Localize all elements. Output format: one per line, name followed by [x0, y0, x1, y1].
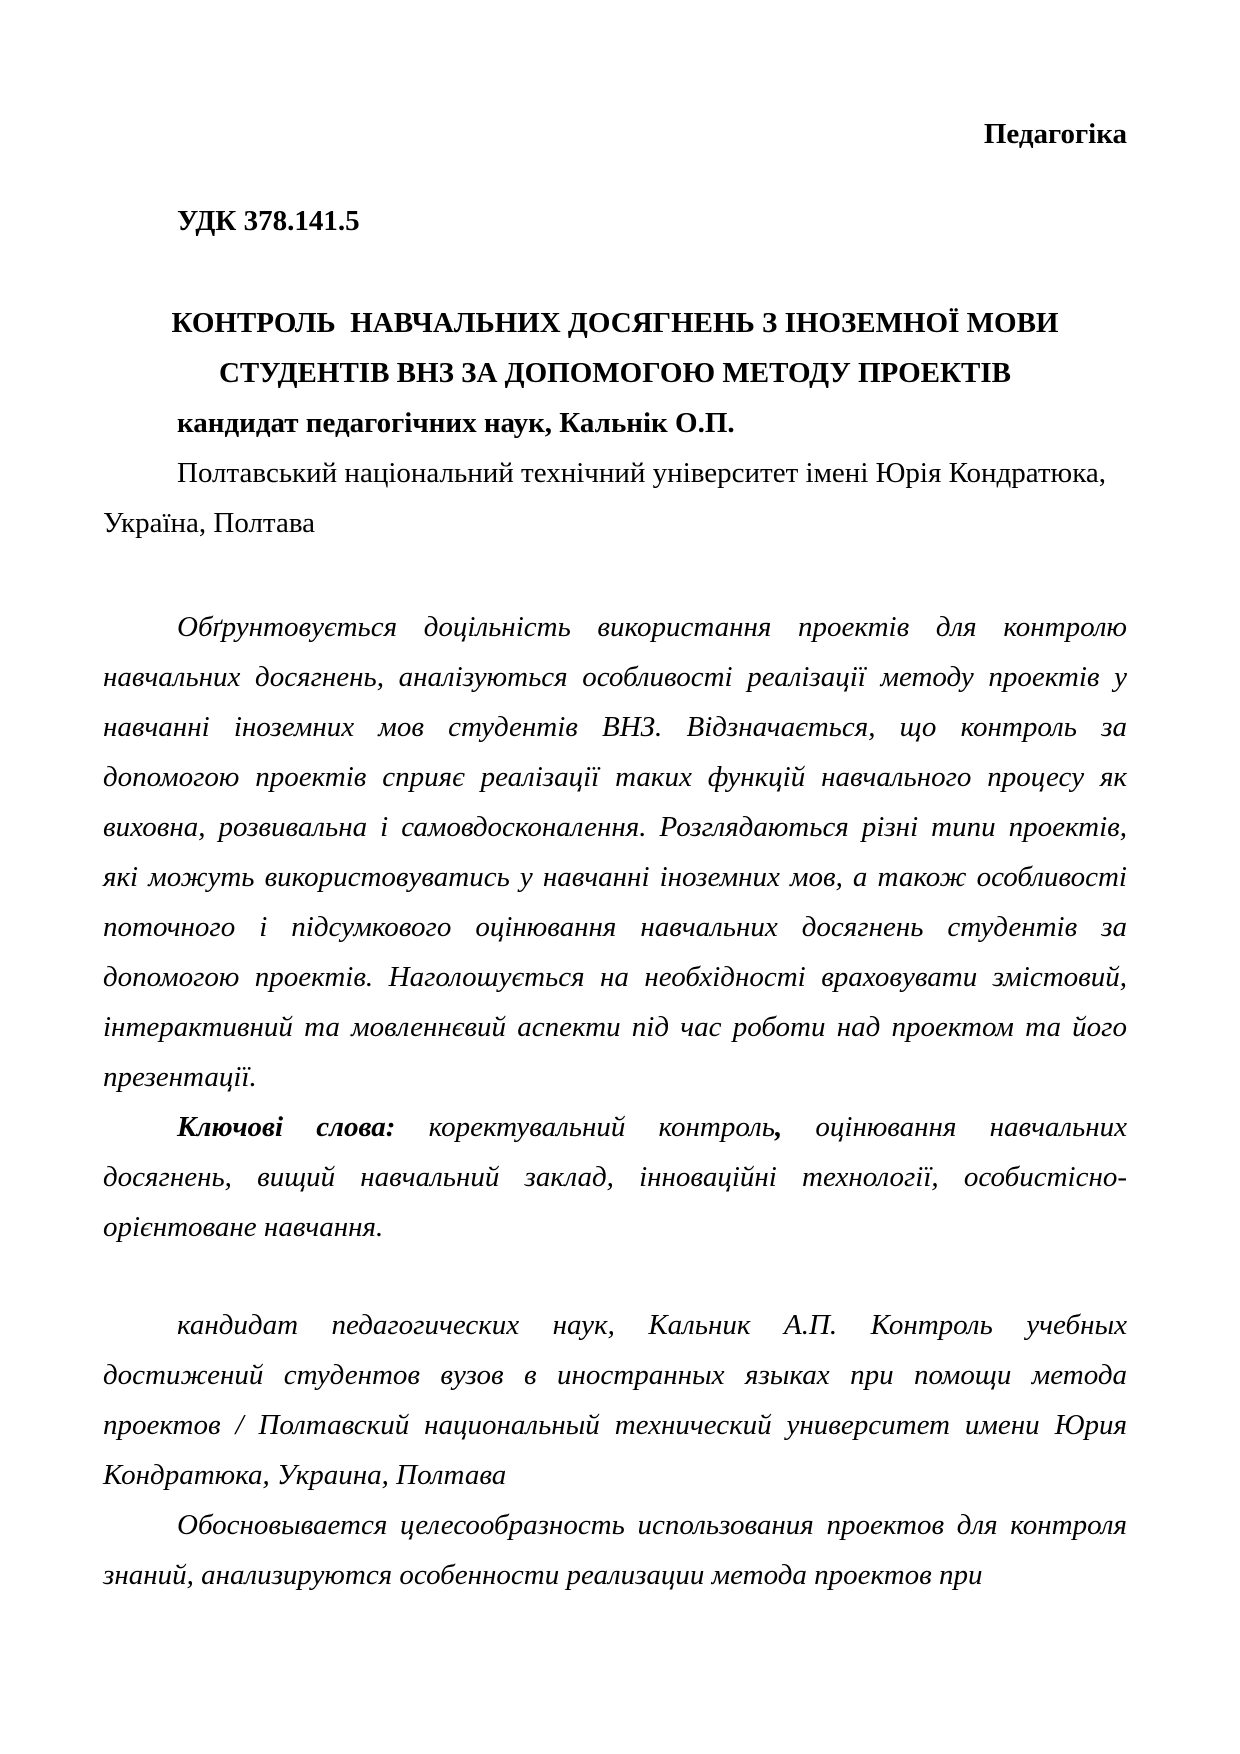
page-header-category: Педагогіка — [983, 118, 1127, 150]
russian-citation: кандидат педагогических наук, Кальник А.П. Контроль учебных достижений студентов вузов в иностранных языках при помощи метода проектов / Полтавский национальный технический университет имени Юрия Кондратюка, Украина, Полтава — [103, 1309, 1127, 1491]
udc-number: УДК 378.141.5 — [177, 205, 360, 237]
keywords-part2: оцінювання навчальних досягнень, вищий навчальний заклад, інноваційні технології, особистісно-орієнтоване навчання. — [103, 1111, 1128, 1243]
russian-abstract: Обосновывается целесообразность использования проектов для контроля знаний, анализируются особенности реализации метода проектов при — [103, 1509, 1127, 1591]
keywords-part1: коректувальний контроль — [428, 1111, 775, 1143]
abstract-ukrainian: Обґрунтовується доцільність використання проектів для контролю навчальних досягнень, аналізуються особливості реалізації методу проектів у навчанні іноземних мов студентів ВНЗ. Відзначається, що контроль за допомогою проектів сприяє реалізації таких функцій навчального процесу як виховна, розвивальна і самовдосконалення. Розглядаються різні типи проектів, які можуть використовуватись у навчанні іноземних мов, а також особливості поточного і підсумкового оцінювання навчальних досягнень студентів за допомогою проектів. Наголошується на необхідності враховувати змістовий, інтерактивний та мовленнєвий аспекти під час роботи над проектом та його презентації. — [103, 611, 1127, 1093]
keywords-bold-comma: , — [774, 1111, 783, 1143]
affiliation-line: Полтавський національний технічний університет імені Юрія Кондратюка, Україна, Полтава — [103, 457, 1106, 539]
author-line: кандидат педагогічних наук, Кальнік О.П. — [177, 407, 735, 439]
article-title-line1: КОНТРОЛЬ НАВЧАЛЬНИХ ДОСЯГНЕНЬ З ІНОЗЕМНОЇ МОВИ — [171, 307, 1059, 339]
article-title-line2: СТУДЕНТІВ ВНЗ ЗА ДОПОМОГОЮ МЕТОДУ ПРОЕКТІВ — [218, 357, 1012, 389]
keywords-paragraph — [103, 1102, 1127, 1252]
article-title — [103, 298, 1127, 398]
keywords-label: Ключові слова: — [177, 1111, 396, 1143]
